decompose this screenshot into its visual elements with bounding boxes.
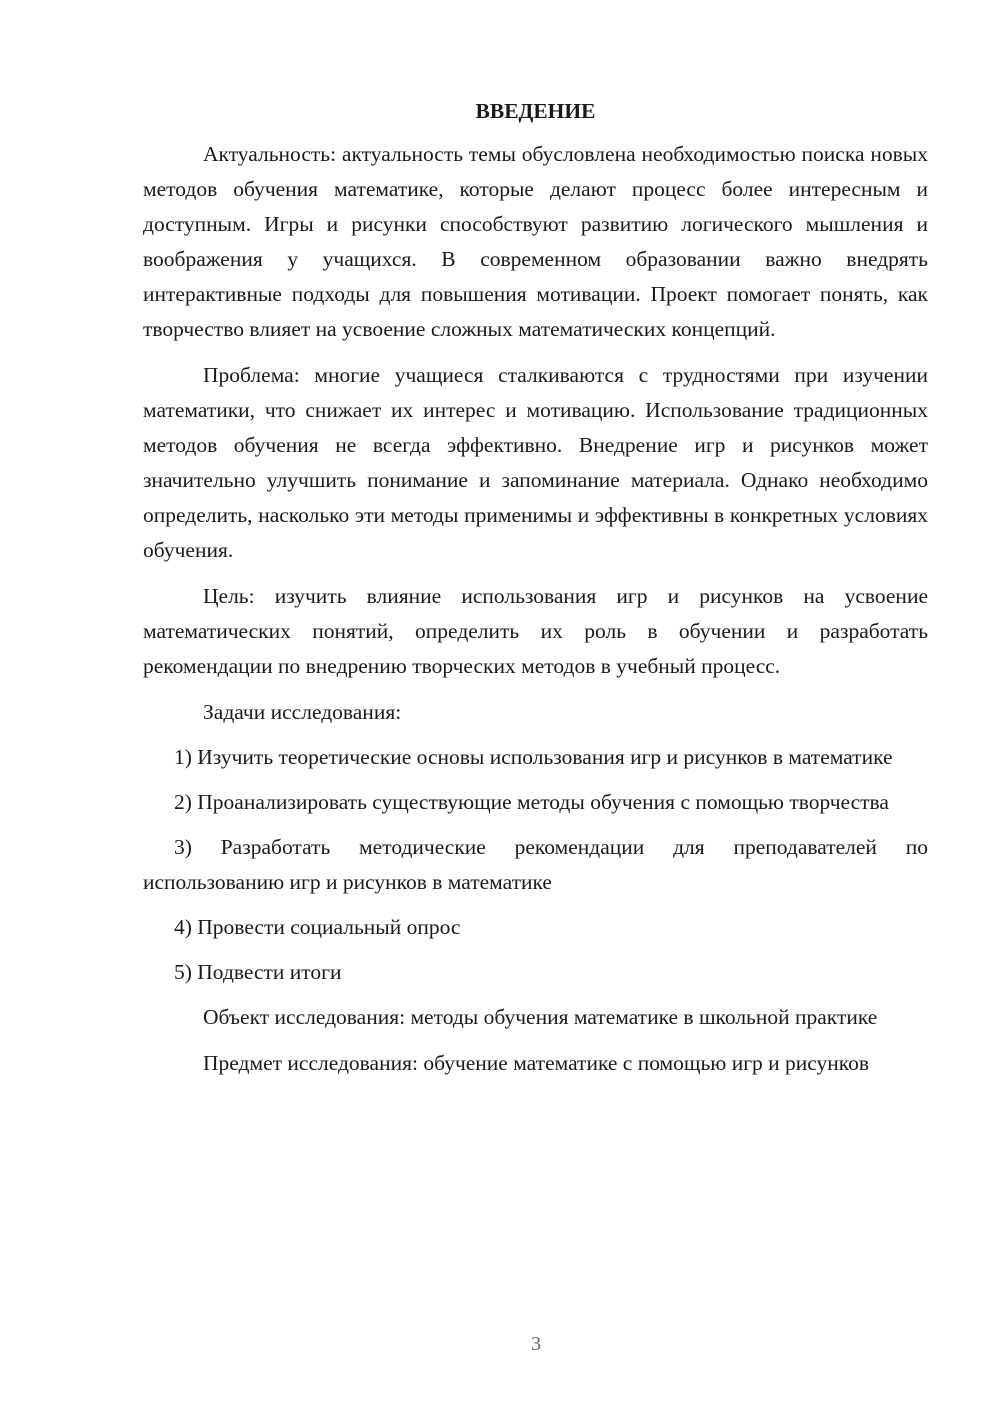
relevance-paragraph: Актуальность: актуальность темы обусловлена необходимостью поиска новых методов обучения математике, которые делают процесс более интересным и доступным. Игры и рисунки способствуют развитию логического мышления и воображения у учащихся. В современном образовании важно внедрять интерактивные подходы для повышения мотивации. Проект помогает понять, как творчество влияет на усвоение сложных математических концепций.: [143, 142, 928, 341]
problem-paragraph: Проблема: многие учащиеся сталкиваются с трудностями при изучении математики, что снижает их интерес и мотивацию. Использование традиционных методов обучения не всегда эффективно. Внедрение игр и рисунков может значительно улучшить понимание и запоминание материала. Однако необходимо определить, насколько эти методы применимы и эффективны в конкретных условиях обучения.: [143, 363, 928, 562]
task-item-4: 4) Провести социальный опрос: [174, 915, 461, 939]
page-content: [143, 96, 928, 1092]
task-item-5: 5) Подвести итоги: [174, 960, 342, 984]
task-item-1: 1) Изучить теоретические основы использования игр и рисунков в математике: [174, 745, 893, 769]
tasks-heading: Задачи исследования:: [203, 700, 402, 724]
section-title: ВВЕДЕНИЕ: [475, 99, 596, 123]
page-number: 3: [531, 1333, 541, 1355]
goal-paragraph: Цель: изучить влияние использования игр и рисунков на усвоение математических понятий, определить их роль в обучении и разработать рекомендации по внедрению творческих методов в учебный процесс.: [143, 584, 928, 678]
subject-paragraph: Предмет исследования: обучение математике с помощью игр и рисунков: [203, 1051, 870, 1075]
object-paragraph: Объект исследования: методы обучения математике в школьной практике: [203, 1005, 878, 1029]
task-item-2: 2) Проанализировать существующие методы обучения с помощью творчества: [174, 790, 889, 814]
task-item-3: 3) Разработать методические рекомендации для преподавателей по использованию игр и рисунков в математике: [143, 835, 928, 894]
